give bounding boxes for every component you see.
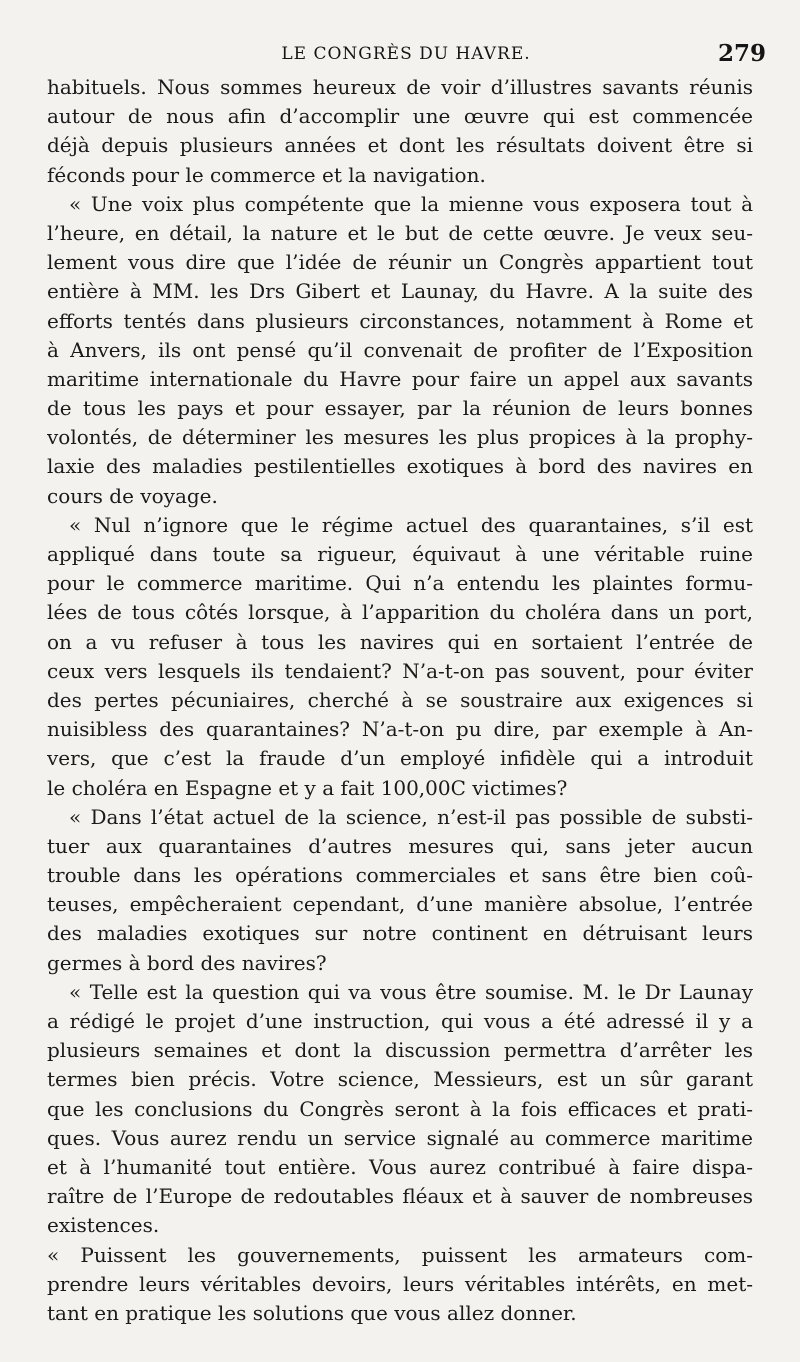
text-line: teuses, empêcheraient cependant, d’une manière absolue, l’entrée <box>47 892 753 917</box>
text-line: a rédigé le projet d’une instruction, qui vous a été adressé il y a <box>47 1009 753 1033</box>
text-line: raître de l’Europe de redoutables fléaux et à sauver de nombreuses <box>47 1184 753 1209</box>
text-line: on a vu refuser à tous les navires qui en sortaient l’entrée de <box>47 629 753 654</box>
text-line: lées de tous côtés lorsque, à l’apparition du choléra dans un port, <box>47 600 753 625</box>
text-line: cours de voyage. <box>47 483 218 508</box>
text-line: tuer aux quarantaines d’autres mesures qui, sans jeter aucun <box>47 833 753 858</box>
text-line: efforts tentés dans plusieurs circonstances, notamment à Rome et <box>47 308 753 333</box>
text-line: pour le commerce maritime. Qui n’a entendu les plaintes formu- <box>47 571 753 596</box>
text-line: lement vous dire que l’idée de réunir un Congrès appartient tout <box>47 250 753 275</box>
text-line: laxie des maladies pestilentielles exotiques à bord des navires en <box>47 454 753 479</box>
text-line: féconds pour le commerce et la navigation. <box>47 162 486 187</box>
text-line: nuisibless des quarantaines? N’a-t-on pu dire, par exemple à An- <box>47 717 753 742</box>
text-line: que les conclusions du Congrès seront à la fois efficaces et prati- <box>47 1096 753 1121</box>
text-line: « Dans l’état actuel de la science, n’est-il pas possible de substi- <box>69 804 753 829</box>
text-line: « Nul n’ignore que le régime actuel des quarantaines, s’il est <box>69 512 753 537</box>
text-line: prendre leurs véritables devoirs, leurs véritables intérêts, en met- <box>47 1271 753 1296</box>
text-line: plusieurs semaines et dont la discussion permettra d’arrêter les <box>47 1038 753 1063</box>
text-line: maritime internationale du Havre pour faire un appel aux savants <box>47 366 753 391</box>
text-line: l’heure, en détail, la nature et le but de cette œuvre. Je veux seu- <box>47 220 753 245</box>
text-line: entière à MM. les Drs Gibert et Launay, du Havre. A la suite des <box>47 279 753 304</box>
text-line: habituels. Nous sommes heureux de voir d’illustres savants réunis <box>47 75 753 99</box>
text-line: existences. <box>47 1213 160 1238</box>
text-line: ceux vers lesquels ils tendaient? N’a-t-on pas souvent, pour éviter <box>47 658 753 683</box>
text-line: à Anvers, ils ont pensé qu’il convenait de profiter de l’Exposition <box>47 337 753 362</box>
text-line: de tous les pays et pour essayer, par la réunion de leurs bonnes <box>47 396 753 421</box>
body-text <box>47 73 753 1328</box>
text-line: volontés, de déterminer les mesures les plus propices à la prophy- <box>47 425 753 450</box>
text-line: des maladies exotiques sur notre continent en détruisant leurs <box>47 921 753 946</box>
text-line: des pertes pécuniaires, cherché à se soustraire aux exigences si <box>47 687 753 712</box>
text-line: vers, que c’est la fraude d’un employé infidèle qui a introduit <box>47 746 753 771</box>
text-line: termes bien précis. Votre science, Messieurs, est un sûr garant <box>47 1067 753 1092</box>
text-line: déjà depuis plusieurs années et dont les résultats doivent être si <box>47 133 753 158</box>
running-title: LE CONGRÈS DU HAVRE. <box>281 44 531 64</box>
text-line: « Telle est la question qui va vous être soumise. M. le Dr Launay <box>69 979 753 1004</box>
text-line: ques. Vous aurez rendu un service signalé au commerce maritime <box>47 1125 753 1150</box>
text-line: appliqué dans toute sa rigueur, équivaut à une véritable ruine <box>47 542 753 566</box>
text-line: germes à bord des navires? <box>47 950 327 975</box>
text-line: trouble dans les opérations commerciales et sans être bien coû- <box>47 863 753 888</box>
page-number: 279 <box>717 40 766 67</box>
text-line: tant en pratique les solutions que vous allez donner. <box>47 1300 577 1325</box>
text-line: le choléra en Espagne et y a fait 100,00C victimes? <box>47 775 568 800</box>
text-line: autour de nous afin d’accomplir une œuvre qui est commencée <box>47 104 753 129</box>
text-line: et à l’humanité tout entière. Vous aurez contribué à faire dispa- <box>47 1154 753 1179</box>
text-line: « Puissent les gouvernements, puissent les armateurs com- <box>47 1242 753 1267</box>
text-line: « Une voix plus compétente que la mienne vous exposera tout à <box>69 191 753 216</box>
running-head <box>46 40 766 70</box>
